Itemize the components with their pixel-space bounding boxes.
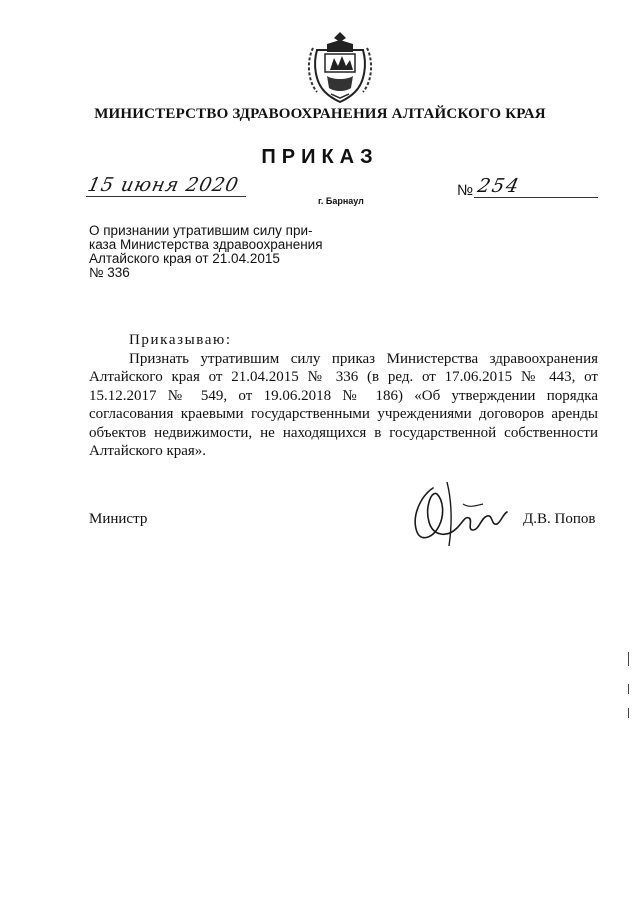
order-paragraph: Признать утратившим силу приказ Министерства здравоохранения Алтайского края от 21.04.2015 № 336 (в ред. от 17.06.2015 № 443, от 15.12.2017 № 549, от 19.06.2018 № 186) «Об утверждении порядка согласования краевыми государственными учреждениями договоров аренды объектов недвижимости, не находящихся в государственной собственности Алтайского края».: [89, 350, 598, 459]
signatory-name: Д.В. Попов: [523, 511, 596, 527]
scan-artifact-mark: [628, 708, 629, 718]
coat-of-arms-icon: [303, 28, 377, 106]
number-label: №: [457, 182, 474, 199]
scan-artifact-mark: [628, 652, 629, 666]
signature-icon: [403, 478, 511, 550]
subject-line: № 336: [89, 265, 130, 280]
document-type-title: ПРИКАЗ: [261, 146, 379, 168]
date-underline: [86, 196, 246, 197]
subject-line: каза Министерства здравоохранения: [89, 237, 323, 252]
subject-line: Алтайского края от 21.04.2015: [89, 251, 280, 266]
subject-line: О признании утратившим силу при-: [89, 223, 313, 238]
ministry-name: МИНИСТЕРСТВО ЗДРАВООХРАНЕНИЯ АЛТАЙСКОГО КРАЯ: [94, 106, 546, 122]
order-body: [89, 331, 598, 461]
subject-block: [89, 224, 334, 280]
scan-artifact-mark: [628, 684, 629, 694]
number-underline: [474, 197, 598, 198]
handwritten-number: 254: [475, 175, 523, 197]
order-word: Приказываю:: [129, 332, 232, 348]
signatory-position: Министр: [89, 511, 148, 527]
handwritten-date: 15 июня 2020: [85, 174, 242, 196]
city-label: г. Барнаул: [318, 196, 364, 206]
